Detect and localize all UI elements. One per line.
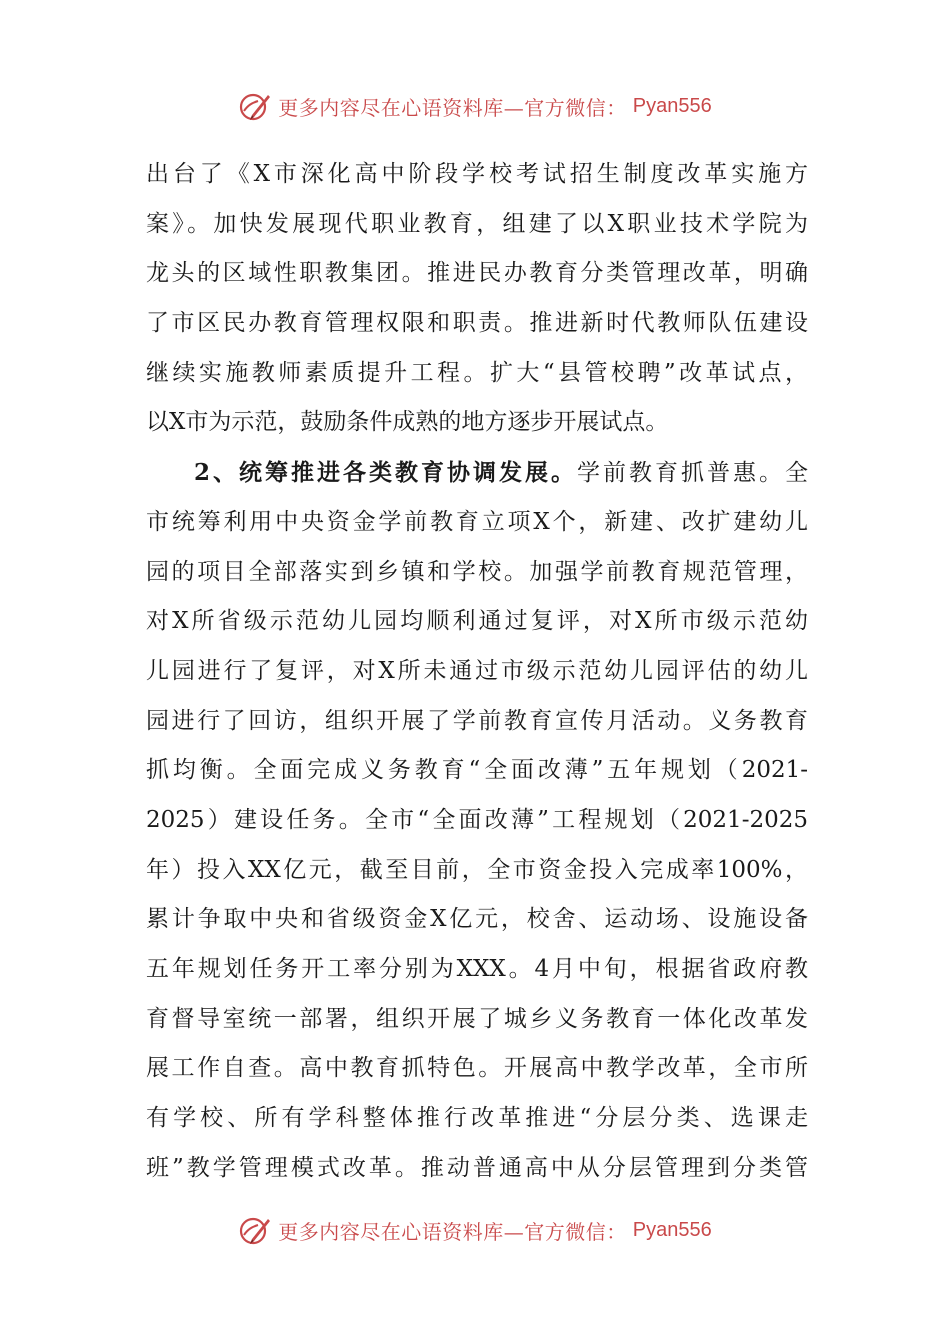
paragraph-line: 龙头的区域性职教集团。推进民办教育分类管理改革，明确	[146, 260, 808, 287]
paragraph-line: 有学校、所有学科整体推行改革推进“分层分类、选课走	[146, 1105, 808, 1132]
watermark-text: 更多内容尽在心语资料库—官方微信：	[278, 1219, 627, 1244]
paragraph-line: 继续实施教师素质提升工程。扩大“县管校聘”改革试点，	[146, 359, 808, 386]
paragraph-line: 展工作自查。高中教育抓特色。开展高中教学改革，全市所	[146, 1055, 808, 1082]
paragraph-line: 对X所省级示范幼儿园均顺利通过复评，对X所市级示范幼	[146, 608, 808, 635]
paragraph-line: 了市区民办教育管理权限和职责。推进新时代教师队伍建设	[146, 310, 808, 337]
watermark-brand: Pyan556	[632, 1218, 712, 1241]
paragraph-line: 案》。加快发展现代职业教育，组建了以X职业技术学院为	[146, 210, 808, 237]
paragraph-line: 累计争取中央和省级资金X亿元，校舍、运动场、设施设备	[146, 906, 808, 933]
paragraph-line: 园进行了回访，组织开展了学前教育宣传月活动。义务教育	[146, 707, 808, 734]
paragraph-line: 抓均衡。全面完成义务教育“全面改薄”五年规划（2021-	[146, 757, 808, 784]
paragraph-line: 班”教学管理模式改革。推动普通高中从分层管理到分类管	[146, 1154, 808, 1181]
paragraph-line: 年）投入XX亿元，截至目前，全市资金投入完成率100%，	[146, 856, 808, 883]
section-first-line-text: 学前教育抓普惠。全	[577, 460, 808, 487]
header-watermark	[0, 86, 950, 126]
footer-watermark	[0, 1210, 950, 1250]
paragraph-line: 出台了《X市深化高中阶段学校考试招生制度改革实施方	[146, 161, 808, 187]
watermark-brand: Pyan556	[632, 94, 712, 117]
paragraph-line: 儿园进行了复评，对X所未通过市级示范幼儿园评估的幼儿	[146, 657, 808, 684]
paragraph-line: 育督导室统一部署，组织开展了城乡义务教育一体化改革发	[146, 1005, 808, 1032]
paragraph-line: 五年规划任务开工率分别为XXX。4月中旬，根据省政府教	[146, 956, 808, 982]
paragraph-line: 以X市为示范，鼓励条件成熟的地方逐步开展试点。	[146, 409, 669, 436]
paragraph-line: 园的项目全部落实到乡镇和学校。加强学前教育规范管理，	[146, 558, 808, 585]
paragraph-line: 2025）建设任务。全市“全面改薄”工程规划（2021-2025	[146, 806, 808, 833]
paragraph-line: 市统筹利用中央资金学前教育立项X个，新建、改扩建幼儿	[146, 508, 808, 535]
section-heading: 2、统筹推进各类教育协调发展。	[194, 459, 577, 487]
pen-logo-icon	[238, 89, 272, 123]
pen-logo-icon	[238, 1213, 272, 1247]
watermark-text: 更多内容尽在心语资料库—官方微信：	[278, 95, 627, 120]
section-first-line	[146, 448, 808, 498]
document-body	[146, 150, 808, 1193]
